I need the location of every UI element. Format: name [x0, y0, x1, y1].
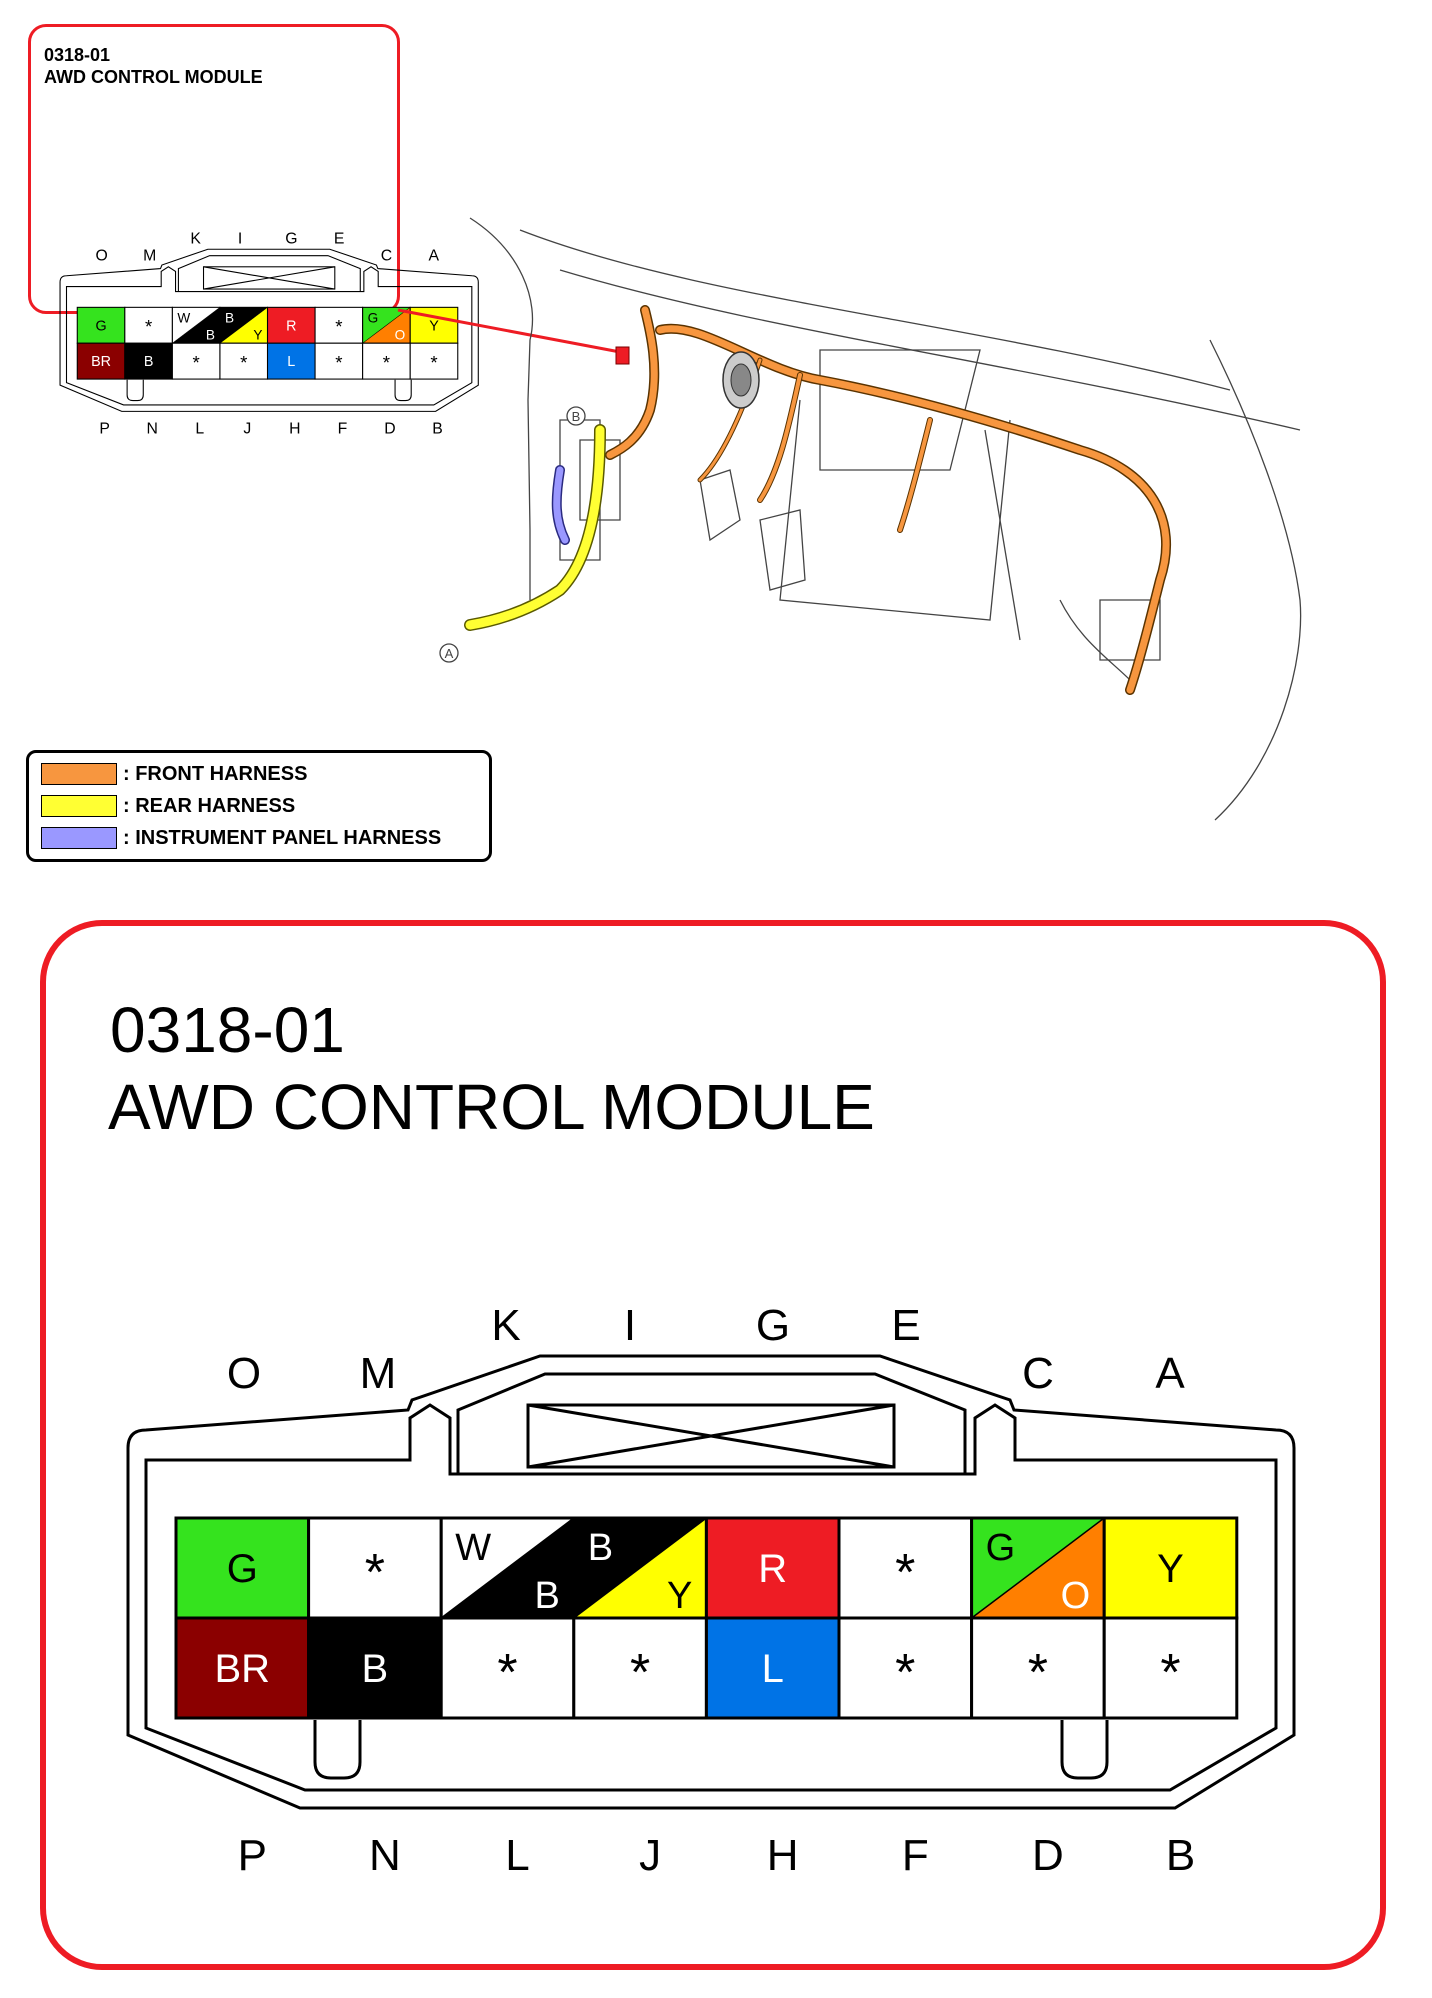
inset-pin-label-D: D: [384, 420, 396, 438]
detail-pin-I-color-a: B: [587, 1527, 614, 1569]
connector-code: 0318-01: [110, 994, 345, 1066]
inset-pin-E-color: *: [335, 316, 343, 338]
detail-pin-O-color: G: [226, 1547, 258, 1591]
detail-pin-label-L: L: [505, 1831, 530, 1880]
detail-pin-E-color: *: [895, 1544, 916, 1602]
inset-pin-O-color: G: [95, 318, 107, 335]
detail-pin-G-color: R: [758, 1547, 788, 1591]
inset-pin-D-color: *: [382, 352, 391, 374]
detail-pin-D: [972, 1618, 1105, 1718]
inset-pin-G-color: R: [286, 318, 297, 335]
inset-pin-H-color: L: [287, 354, 296, 371]
detail-pin-label-H: H: [766, 1831, 799, 1880]
legend-label-rear: : REAR HARNESS: [123, 794, 296, 817]
inset-pin-K-color-a: W: [177, 310, 191, 326]
detail-pin-F-color: *: [895, 1644, 916, 1702]
detail-pin-label-N: N: [369, 1831, 401, 1880]
detail-pin-label-K: K: [491, 1301, 521, 1350]
detail-pin-B-color: *: [1160, 1644, 1181, 1702]
inset-pin-label-G: G: [285, 230, 298, 248]
inset-pin-C-color-a: G: [367, 310, 379, 326]
detail-pin-D-color: *: [1027, 1644, 1049, 1702]
callout-b-label: B: [571, 409, 581, 424]
detail-pin-label-G: G: [755, 1301, 791, 1350]
inset-pin-label-E: E: [333, 230, 345, 248]
inset-pin-M-color: *: [144, 316, 153, 338]
detail-pin-K-color-b: B: [534, 1575, 560, 1617]
detail-pin-B: [1104, 1618, 1237, 1718]
detail-pin-label-O: O: [226, 1349, 262, 1398]
legend-label-instrument-panel: : INSTRUMENT PANEL HARNESS: [123, 826, 442, 849]
detail-pin-E: [839, 1518, 972, 1618]
inset-pin-F-color: *: [335, 352, 343, 374]
inset-connector-name: AWD CONTROL MODULE: [44, 67, 263, 87]
inset-pin-label-F: F: [337, 420, 348, 438]
detail-pin-label-P: P: [237, 1831, 267, 1880]
detail-pin-L: [441, 1618, 574, 1718]
inset-pin-P-color: BR: [91, 354, 111, 371]
detail-pin-N-color: B: [361, 1647, 389, 1691]
callout-a-label: A: [444, 646, 454, 661]
inset-connector-code: 0318-01: [44, 45, 111, 65]
detail-pin-label-C: C: [1022, 1349, 1054, 1398]
detail-pin-M: [309, 1518, 442, 1618]
detail-pin-C-color-a: G: [985, 1527, 1016, 1569]
detail-pin-P: [176, 1618, 309, 1718]
detail-pin-J-color: *: [629, 1644, 651, 1702]
detail-pin-P-color: BR: [214, 1647, 271, 1691]
detail-pin-K-color-a: W: [455, 1527, 492, 1569]
inset-pin-label-H: H: [289, 420, 301, 438]
inset-pin-label-L: L: [195, 420, 205, 438]
inset-pin-label-N: N: [146, 420, 158, 438]
inset-pin-label-A: A: [428, 247, 440, 265]
detail-pin-L-color: *: [497, 1644, 518, 1702]
detail-pin-K: [441, 1518, 574, 1618]
detail-pin-A: [1104, 1518, 1237, 1618]
inset-pin-L-color: *: [192, 352, 200, 374]
inset-pin-I-color-b: Y: [253, 327, 263, 343]
detail-pin-label-A: A: [1155, 1349, 1185, 1398]
detail-pin-A-color: Y: [1157, 1547, 1184, 1591]
inset-pin-K-color-b: B: [205, 327, 215, 343]
inset-pin-label-O: O: [95, 247, 108, 265]
detail-pin-label-B: B: [1165, 1831, 1196, 1880]
detail-pin-label-M: M: [359, 1349, 397, 1398]
detail-pin-J: [574, 1618, 707, 1718]
detail-pin-O: [176, 1518, 309, 1618]
inset-pin-label-I: I: [237, 230, 243, 248]
inset-pin-I-color-a: B: [224, 310, 235, 326]
inset-pin-label-J: J: [243, 420, 252, 438]
connector-name: AWD CONTROL MODULE: [108, 1071, 875, 1143]
detail-pin-N: [309, 1618, 442, 1718]
detail-pin-H: [706, 1618, 839, 1718]
inset-pin-A-color: Y: [429, 318, 439, 335]
inset-pin-label-B: B: [432, 420, 443, 438]
detail-pin-label-E: E: [891, 1301, 921, 1350]
detail-pin-C-color-b: O: [1060, 1575, 1091, 1617]
inset-pin-J-color: *: [240, 352, 248, 374]
detail-pin-I-color-b: Y: [667, 1575, 693, 1617]
legend-label-front: : FRONT HARNESS: [123, 762, 308, 785]
detail-pin-label-J: J: [639, 1831, 662, 1880]
detail-pin-label-I: I: [623, 1301, 637, 1350]
detail-pin-C: [972, 1518, 1105, 1618]
inset-pin-label-C: C: [380, 247, 393, 265]
detail-pin-H-color: L: [761, 1647, 784, 1691]
detail-pin-label-F: F: [901, 1831, 929, 1880]
detail-pin-I: [574, 1518, 707, 1618]
inset-pin-N-color: B: [143, 354, 154, 371]
inset-pin-B-color: *: [430, 352, 438, 374]
inset-pin-label-K: K: [190, 230, 201, 248]
inset-pin-C-color-b: O: [394, 327, 406, 343]
detail-pin-G: [706, 1518, 839, 1618]
detail-pin-label-D: D: [1032, 1831, 1064, 1880]
detail-pin-M-color: *: [364, 1544, 386, 1602]
inset-pin-label-P: P: [99, 420, 110, 438]
detail-pin-F: [839, 1618, 972, 1718]
inset-pin-label-M: M: [143, 247, 157, 265]
